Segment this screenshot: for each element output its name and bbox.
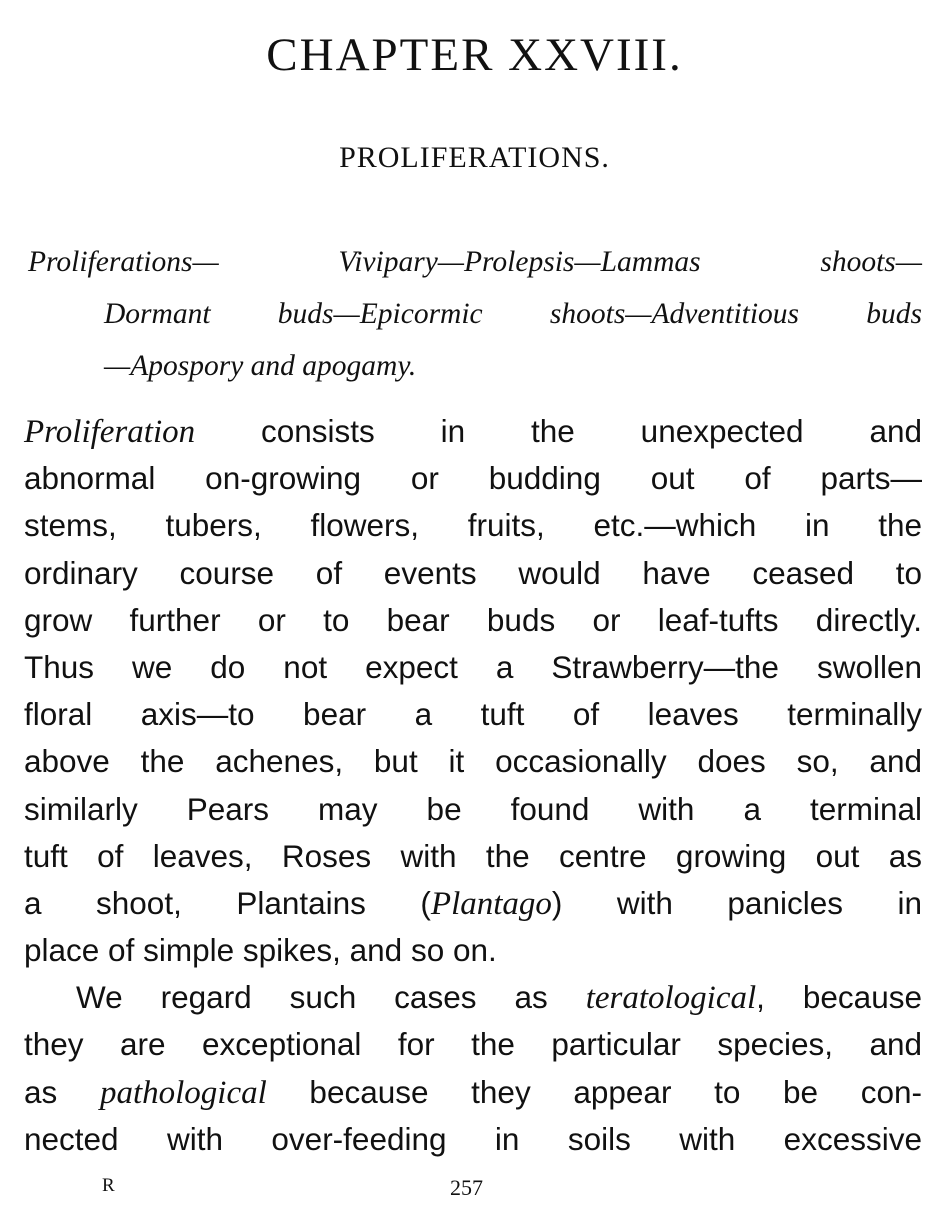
chapter-synopsis <box>28 236 922 392</box>
italic-term: teratological <box>585 980 757 1017</box>
text-run: consists in the unexpected and <box>195 413 922 449</box>
text-line: tuft of leaves, Roses with the centre growing out as <box>24 837 922 874</box>
italic-term: Proliferation <box>24 414 196 450</box>
text-line <box>24 1069 922 1116</box>
paragraph <box>24 408 922 974</box>
italic-term: pathological <box>99 1074 267 1111</box>
text-run: ) with panicles in <box>551 884 922 921</box>
chapter-heading: CHAPTER XXVIII. <box>266 29 683 81</box>
signature-mark: R <box>102 1175 115 1196</box>
text-line <box>24 408 922 455</box>
chapter-subject: PROLIFERATIONS. <box>339 141 610 174</box>
text-line: nected with over-feeding in soils with excessive <box>24 1120 922 1157</box>
text-run: , because <box>756 979 922 1016</box>
paragraph <box>24 974 922 1163</box>
text-line: place of simple spikes, and so on. <box>24 932 497 969</box>
text-line: above the achenes, but it occasionally does so, and <box>24 743 922 780</box>
body-text <box>24 408 922 1163</box>
text-line: stems, tubers, flowers, fruits, etc.—which in the <box>24 507 922 544</box>
text-line <box>24 974 922 1021</box>
synopsis-line: —Apospory and apogamy. <box>104 350 417 382</box>
text-run: as <box>24 1073 100 1110</box>
text-run: a shoot, Plantains ( <box>24 884 431 921</box>
synopsis-line: Dormant buds—Epicormic shoots—Adventitious buds <box>104 298 922 330</box>
text-run: We regard such cases as <box>76 979 586 1016</box>
text-line <box>24 880 922 927</box>
text-line: ordinary course of events would have ceased to <box>24 554 922 591</box>
synopsis-line: Proliferations— Vivipary—Prolepsis—Lammas shoots— <box>28 246 922 278</box>
text-line: similarly Pears may be found with a terminal <box>24 790 922 827</box>
text-line: they are exceptional for the particular species, and <box>24 1026 922 1063</box>
page-number: 257 <box>450 1175 483 1200</box>
text-line: grow further or to bear buds or leaf-tufts directly. <box>24 601 922 638</box>
text-line: abnormal on-growing or budding out of parts— <box>24 460 922 497</box>
italic-term: Plantago <box>430 885 552 922</box>
text-run: because they appear to be con- <box>266 1073 922 1110</box>
text-line: floral axis—to bear a tuft of leaves terminally <box>24 696 922 733</box>
text-line: Thus we do not expect a Strawberry—the swollen <box>24 648 922 685</box>
